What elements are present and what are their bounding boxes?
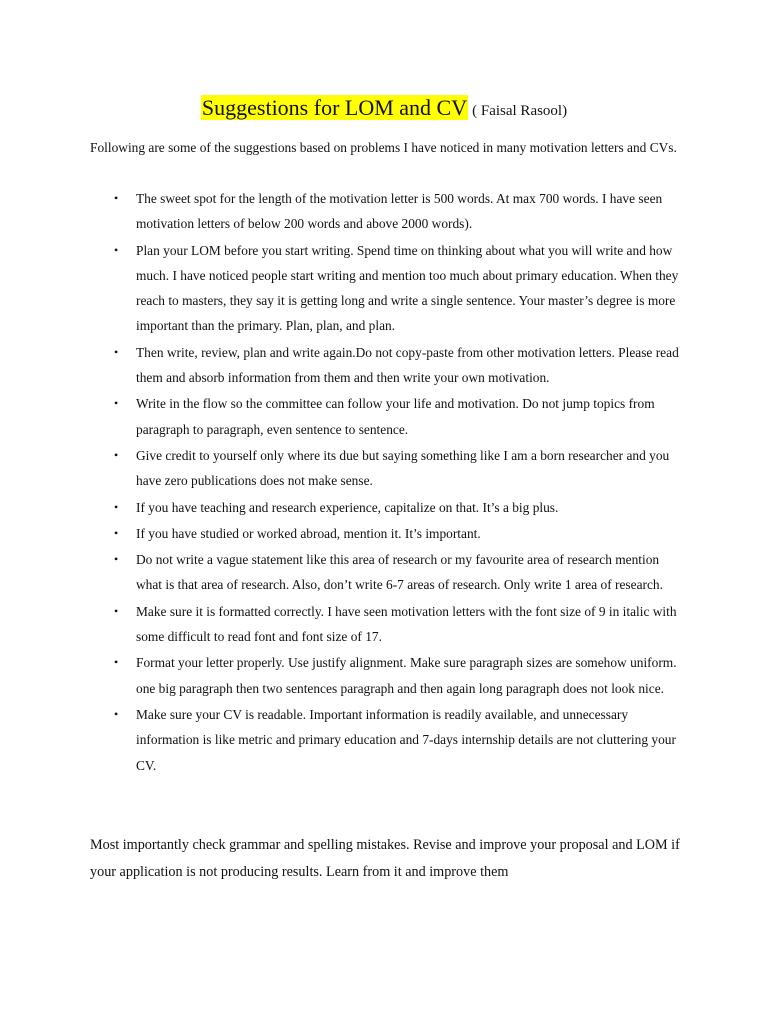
document-author: ( Faisal Rasool) (472, 103, 568, 119)
list-item-text: Plan your LOM before you start writing. Spend time on thinking about what you will write and how much. I have noticed people start writing and mention too much about primary education. When they reach to masters, they say it is getting long and write a single sentence. Your master’s degree is more important than the primary. Plan, plan, and plan. (136, 242, 679, 334)
bullet-icon: • (114, 396, 119, 411)
list-item (114, 650, 681, 701)
list-item-text: Make sure your CV is readable. Important information is readily available, and unnecessary information is like metric and primary education and 7-days internship details are not cluttering your CV. (136, 706, 676, 773)
suggestions-list (0, 186, 768, 779)
list-item-text: The sweet spot for the length of the motivation letter is 500 words. At max 700 words. I have seen motivation letters of below 200 words and above 2000 words). (136, 191, 663, 232)
list-item-text: Format your letter properly. Use justify alignment. Make sure paragraph sizes are somehow uniform. one big paragraph then two sentences paragraph and then again long paragraph does not look nice. (136, 655, 677, 696)
bullet-icon: • (114, 447, 119, 462)
list-item (114, 702, 681, 778)
list-item (114, 238, 681, 339)
bullet-icon: • (114, 191, 119, 205)
list-item (114, 599, 681, 650)
list-item (114, 186, 681, 237)
list-item (114, 443, 681, 494)
list-item (114, 340, 681, 391)
list-item-text: Do not write a vague statement like this area of research or my favourite area of research mention what is that area of research. Also, don’t write 6-7 areas of research. Only write 1 area of research. (136, 552, 663, 593)
list-item-text: Then write, review, plan and write again.Do not copy-paste from other motivation letters. Please read them and absorb information from them and then write your own motivation. (136, 344, 679, 386)
bullet-icon: • (114, 499, 119, 514)
list-item (114, 495, 681, 520)
bullet-icon: • (114, 706, 119, 721)
list-item-text: Give credit to yourself only where its due but saying something like I am a born researcher and you have zero publications does not make sense. (136, 447, 670, 489)
bullet-icon: • (114, 655, 119, 670)
list-item (114, 391, 681, 442)
document-title: Suggestions for LOM and CV (201, 95, 468, 120)
closing-paragraph: Most importantly check grammar and spelling mistakes. Revise and improve your proposal and LOM if your application is not producing results. Learn from it and improve them (90, 837, 680, 880)
list-item-text: If you have studied or worked abroad, mention it. It’s important. (136, 525, 481, 541)
list-item (114, 521, 681, 546)
intro-paragraph: Following are some of the suggestions based on problems I have noticed in many motivation letters and CVs. (90, 140, 677, 155)
bullet-icon: • (114, 525, 119, 540)
list-item-text: Write in the flow so the committee can follow your life and motivation. Do not jump topics from paragraph to paragraph, even sentence to sentence. (136, 396, 655, 437)
list-item-text: Make sure it is formatted correctly. I have seen motivation letters with the font size of 9 in italic with some difficult to read font and font size of 17. (136, 603, 677, 645)
bullet-icon: • (114, 242, 119, 257)
bullet-icon: • (114, 344, 119, 359)
bullet-icon: • (114, 603, 119, 618)
list-item-text: If you have teaching and research experience, capitalize on that. It’s a big plus. (136, 499, 559, 515)
title-line (0, 92, 768, 127)
list-item (114, 547, 681, 598)
bullet-icon: • (114, 552, 119, 567)
